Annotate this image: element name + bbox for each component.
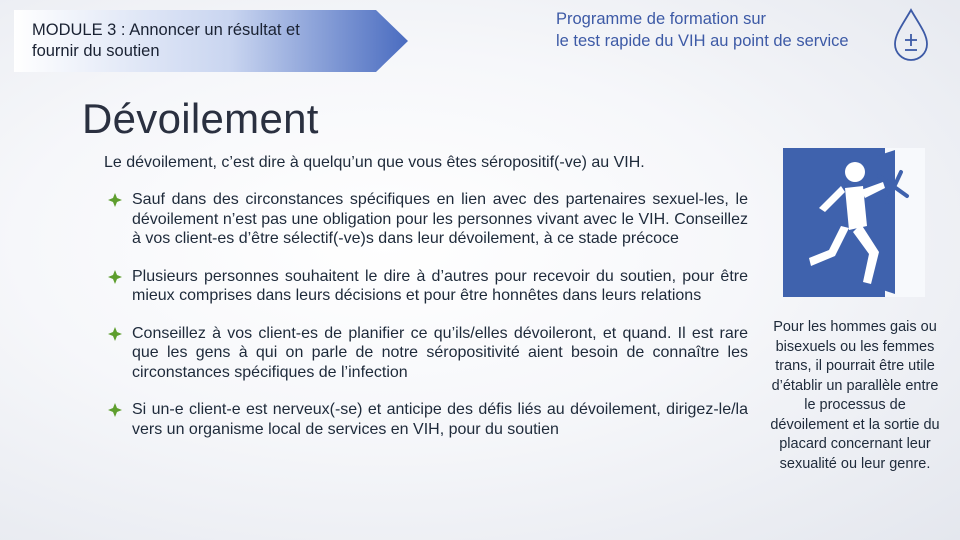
bullet-item	[108, 324, 748, 383]
bullet-item	[108, 400, 748, 439]
bullet-text: Si un-e client-e est nerveux(-se) et anticipe des défis liés au dévoilement, dirigez-le/la vers un organisme local de services en VIH, pour du soutien	[132, 401, 748, 438]
diamond-bullet-icon	[108, 193, 122, 207]
bullet-text: Sauf dans des circonstances spécifiques en lien avec des partenaires sexuel-les, le dévoilement n’est pas une obligation pour les personnes vivant avec le VIH. Conseillez à vos client-es d’être sélectif(-ve)s dans leur dévoilement, à ce stade précoce	[132, 191, 748, 247]
bullet-list	[108, 190, 748, 457]
program-title-line-2: le test rapide du VIH au point de service	[556, 32, 849, 50]
diamond-bullet-icon	[108, 327, 122, 341]
diamond-bullet-icon	[108, 270, 122, 284]
bullet-item	[108, 190, 748, 249]
module-banner	[14, 10, 408, 72]
bullet-text: Plusieurs personnes souhaitent le dire à d’autres pour recevoir du soutien, pour être mieux comprises dans leurs décisions et pour être honnêtes dans leurs relations	[132, 267, 748, 304]
figure-panel	[783, 148, 925, 297]
module-title-line-1: MODULE 3 : Annoncer un résultat et	[32, 21, 300, 39]
plus-minus-drop-icon	[890, 8, 932, 64]
program-title-line-1: Programme de formation sur	[556, 10, 766, 28]
module-title-line-2: fournir du soutien	[32, 42, 160, 60]
person-exiting-closet-icon	[783, 148, 925, 297]
program-title	[556, 8, 896, 52]
side-note: Pour les hommes gais ou bisexuels ou les femmes trans, il pourrait être utile d’établir un parallèle entre le processus de dévoilement et la sortie du placard concernant leur sexualité ou leur genre.	[770, 319, 940, 472]
slide-title: Dévoilement	[82, 95, 319, 142]
bullet-item	[108, 267, 748, 306]
intro-text: Le dévoilement, c’est dire à quelqu’un que vous êtes séropositif(-ve) au VIH.	[104, 154, 645, 171]
module-title	[32, 20, 362, 62]
bullet-text: Conseillez à vos client-es de planifier ce qu’ils/elles dévoileront, et quand. Il est rare que les gens à qui on parle de notre séropositivité aient besoin de connaître les circonstances spécifiques de l’infection	[132, 324, 748, 381]
diamond-bullet-icon	[108, 403, 122, 417]
